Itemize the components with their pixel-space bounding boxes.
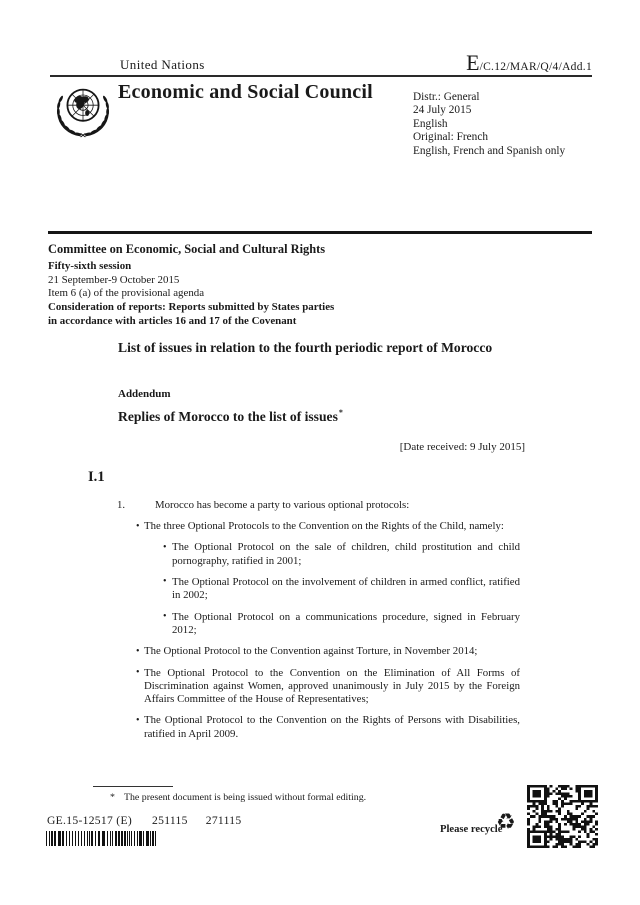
date-line: 24 July 2015 bbox=[413, 104, 472, 117]
subtitle-footnote-marker: * bbox=[338, 408, 343, 417]
list-item: • The Optional Protocol to the Convention against Torture, in November 2014; bbox=[136, 645, 520, 658]
footnote-marker: * bbox=[110, 792, 115, 803]
paragraph-number: 1. bbox=[117, 499, 126, 511]
list-item: • The Optional Protocol on the involvement of children in armed conflict, ratified in 2002; bbox=[163, 576, 520, 602]
org-name: United Nations bbox=[120, 57, 205, 72]
distr-line: Distr.: General bbox=[413, 91, 480, 103]
addendum-label: Addendum bbox=[118, 388, 171, 400]
un-emblem-icon bbox=[53, 81, 113, 139]
footnote-rule bbox=[93, 786, 173, 787]
languages-only-line: English, French and Spanish only bbox=[413, 144, 566, 157]
session-block bbox=[48, 243, 334, 329]
paragraph-text: Morocco has become a party to various optional protocols: bbox=[155, 499, 410, 511]
list-item: • The three Optional Protocols to the Convention on the Rights of the Child, namely: bbox=[136, 520, 520, 533]
bullet-list bbox=[136, 520, 520, 749]
document-symbol bbox=[466, 50, 592, 76]
footnote-text: The present document is being issued without formal editing. bbox=[123, 792, 367, 803]
ge-reference-line bbox=[47, 814, 241, 827]
language-line: English bbox=[413, 117, 448, 130]
consideration-line1: Consideration of reports: Reports submitted by States parties bbox=[48, 301, 335, 314]
document-subtitle: Replies of Morocco to the list of issues* bbox=[118, 408, 343, 424]
agenda-item: Item 6 (a) of the provisional agenda bbox=[48, 287, 205, 300]
section-rule bbox=[48, 231, 592, 234]
distribution-block bbox=[413, 91, 565, 158]
list-item: • The Optional Protocol on a communications procedure, signed in February 2012; bbox=[163, 611, 520, 637]
ge-code-2: 271115 bbox=[205, 814, 242, 827]
section-heading: I.1 bbox=[88, 469, 105, 485]
list-item: • The Optional Protocol on the sale of children, child prostitution and child pornography, ratified in 2001; bbox=[163, 541, 520, 567]
recycle-icon: ♻ bbox=[496, 810, 516, 835]
consideration-line2: in accordance with articles 16 and 17 of the Covenant bbox=[48, 314, 297, 327]
original-line: Original: French bbox=[413, 131, 488, 144]
session-number: Fifty-sixth session bbox=[48, 259, 132, 272]
recycle-label: Please recycle bbox=[440, 824, 503, 835]
list-item: • The Optional Protocol to the Convention on the Elimination of All Forms of Discrimination against Women, approved unanimously in July 2015 by the Foreign Affairs Committee of the House of Representatives; bbox=[136, 667, 520, 707]
council-title: Economic and Social Council bbox=[118, 81, 373, 103]
footnote bbox=[110, 792, 366, 803]
date-received: [Date received: 9 July 2015] bbox=[399, 441, 525, 453]
ge-code-1: 251115 bbox=[152, 814, 188, 827]
document-title: List of issues in relation to the fourth periodic report of Morocco bbox=[118, 340, 493, 355]
session-dates: 21 September-9 October 2015 bbox=[48, 273, 180, 286]
barcode bbox=[46, 831, 158, 846]
ge-number: GE.15-12517 (E) bbox=[47, 814, 132, 827]
qr-code bbox=[527, 785, 598, 848]
list-item: • The Optional Protocol to the Convention on the Rights of Persons with Disabilities, ratified in April 2009. bbox=[136, 714, 520, 740]
header-rule bbox=[50, 75, 592, 77]
committee-name: Committee on Economic, Social and Cultural Rights bbox=[48, 242, 326, 256]
document-symbol-letter: E bbox=[466, 50, 480, 75]
document-symbol-suffix: /C.12/MAR/Q/4/Add.1 bbox=[479, 61, 592, 73]
